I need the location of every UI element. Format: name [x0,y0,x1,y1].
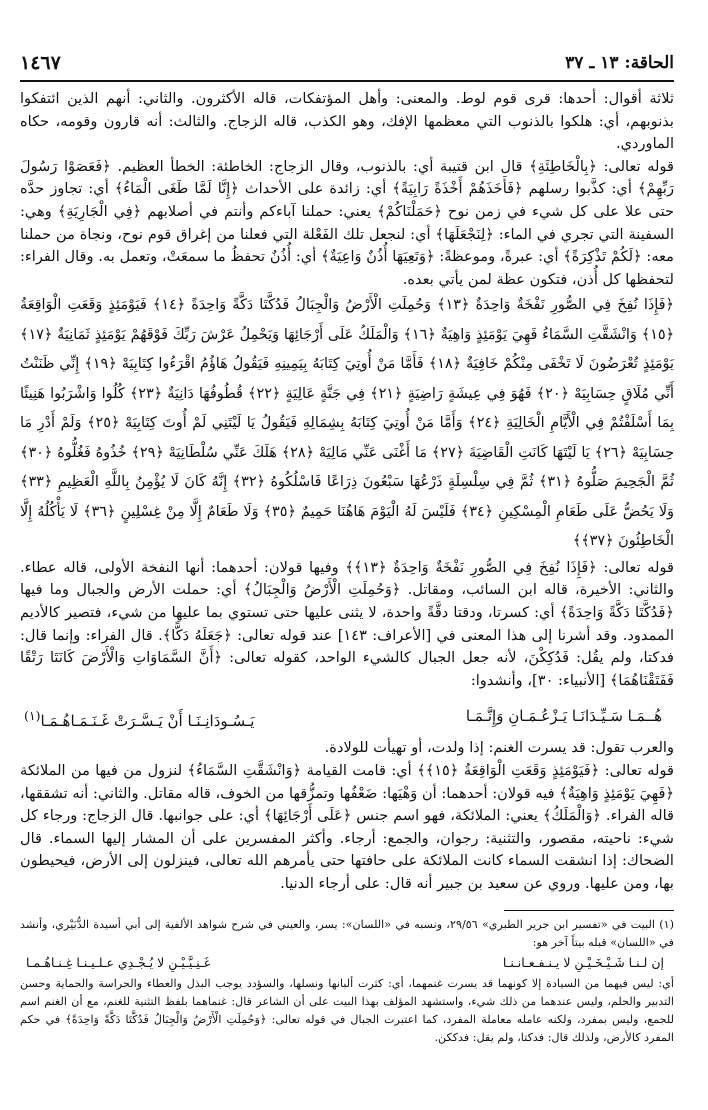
footnote-verse-left: غَـنِـيَّـيْـنِ لا يُـجْـدِي عـلـيـنـا غِـنـاهُـمـا [26,955,211,971]
paragraph: قوله تعالى: ﴿بِالْخَاطِئَةِ﴾ قال ابن قتيبة أي: بالذنوب، وقال الزجاج: الخاطئة: الخطأ العظيم. ﴿فَعَصَوْا رَسُولَ رَبِّهِمْ﴾ أي: كذَّبوا رسلهم ﴿فَأَخَذَهُمْ أَخْذَةً رَابِيَةً﴾ أي: زائدة على الأحداث ﴿إِنَّا لَمَّا طَغَى الْمَاءُ﴾ أي: تجاوز حدَّه حتى علا على كل شيء في زمن نوح ﴿حَمَلْنَاكُمْ﴾ يعني: حملنا آباءكم وأنتم في أصلابهم ﴿فِي الْجَارِيَةِ﴾ وهي: السفينة التي تجري في الماء: ﴿لِنَجْعَلَهَا﴾ أي: لنجعل تلك الفَعْلة التي فعلنا من إغراق قوم نوح، ونجاة من حملنا معه: ﴿لَكُمْ تَذْكِرَةً﴾ أي: عبرةً، وموعظةً: ﴿وَتَعِيَهَا أُذُنٌ وَاعِيَةٌ﴾ أي: أُذُنٌ تحفظُ ما سمعَتْ، وتعمل به. وقال الفراء: لتحفظها كل أُذن، فتكون عظة لمن يأتي بعده. [20,157,674,288]
paragraph: والعرب تقول: قد يسرت الغنم: إذا ولدت، أو تهيأت للولادة. [324,739,674,757]
footnote-text: (١) البيت في «تفسير ابن جرير الطبري» ٢٩/٥٦، ونسبه في «اللسان»: يسر، والعيني في شرح شواهد الألفية إلى أبي أسيدة الدُّبَيْري، وأنشد في «اللسان» قبله بيتاً آخر هو: [20,918,675,950]
footnote-verse-right: إن لـنـا شَـيْـخَـيْـنِ لا يـنـفـعـانـنـا [502,955,664,971]
footnote-marker: (١) [24,708,41,724]
poem-verse [24,704,662,733]
poem-hemistich-right: هُــمَـا سَـيِّـدَانَـا يَـزْعُـمَـانِ وَإِنَّـمَـا [465,707,662,726]
paragraph: ثلاثة أقوال: أحدها: قرى قوم لوط. والمعنى: وأهل المؤتفكات، قاله الأكثرون. والثاني: أنهم الذين ائتفكوا بذنوبهم، أي: هلكوا بالذنوب التي معظمها الإفك، وهو الكذب، قاله الزجاج. والثالث: أنه قارون وقومه، حكاه الماوردي. [20,90,674,153]
chapter-title: الحاقة: ١٣ ـ ٣٧ [565,53,674,73]
main-text [20,88,674,896]
page-number: ١٤٦٧ [20,52,61,74]
poem-hemistich-left: يَـسُـودَانِـنَـا أَنْ يَـسَّـرَتْ غَـنَـمَـاهُـمَـا$^{(١)}$ [24,708,255,731]
footnote-verse [26,954,664,972]
footnote-text: أي: ليس فيهما من السيادة إلا كونهما قد يسرت غنمهما، أي: كثرت ألبانها ونسلها، والسؤدد يوجب البذل والعطاء والحراسة والحماية وحسن التدبير والحلم، وليس عندهما من ذلك شيء، واستشهد المؤلف بهذا البيت على أن الشاعر قال: غنماهما بلفظ التثنية للغنم، مع أن الغنم اسم للجمع، وليس بمفرد، ولكنه عامله معاملة المفرد، كما اعتبرت الجبال في قوله تعالى: ﴿وَحُمِلَتِ الْأَرْضُ وَالْجِبَالُ فَدُكَّتَا دَكَّةً وَاحِدَةً﴾ في حكم المفرد كالأرض، ولذلك قال: فدكتا، ولم يقل: فدككن. [20,976,674,1045]
footnote [20,916,674,1047]
quran-verses-block: ﴿فَإِذَا نُفِخَ فِي الصُّورِ نَفْخَةٌ وَاحِدَةٌ ﴿١٣﴾ وَحُمِلَتِ الْأَرْضُ وَالْجِبَالُ فَدُكَّتَا دَكَّةً وَاحِدَةً ﴿١٤﴾ فَيَوْمَئِذٍ وَقَعَتِ الْوَاقِعَةُ ﴿١٥﴾ وَانْشَقَّتِ السَّمَاءُ فَهِيَ يَوْمَئِذٍ وَاهِيَةٌ ﴿١٦﴾ وَالْمَلَكُ عَلَى أَرْجَائِهَا وَيَحْمِلُ عَرْشَ رَبِّكَ فَوْقَهُمْ يَوْمَئِذٍ ثَمَانِيَةٌ ﴿١٧﴾ يَوْمَئِذٍ تُعْرَضُونَ لَا تَخْفَى مِنْكُمْ خَافِيَةٌ ﴿١٨﴾ فَأَمَّا مَنْ أُوتِيَ كِتَابَهُ بِيَمِينِهِ فَيَقُولُ هَاؤُمُ اقْرَءُوا كِتَابِيَهْ ﴿١٩﴾ إِنِّي ظَنَنْتُ أَنِّي مُلَاقٍ حِسَابِيَهْ ﴿٢٠﴾ فَهُوَ فِي عِيشَةٍ رَاضِيَةٍ ﴿٢١﴾ فِي جَنَّةٍ عَالِيَةٍ ﴿٢٢﴾ قُطُوفُهَا دَانِيَةٌ ﴿٢٣﴾ كُلُوا وَاشْرَبُوا هَنِيئًا بِمَا أَسْلَفْتُمْ فِي الْأَيَّامِ الْخَالِيَةِ ﴿٢٤﴾ وَأَمَّا مَنْ أُوتِيَ كِتَابَهُ بِشِمَالِهِ فَيَقُولُ يَا لَيْتَنِي لَمْ أُوتَ كِتَابِيَهْ ﴿٢٥﴾ وَلَمْ أَدْرِ مَا حِسَابِيَهْ ﴿٢٦﴾ يَا لَيْتَهَا كَانَتِ الْقَاضِيَةَ ﴿٢٧﴾ مَا أَغْنَى عَنِّي مَالِيَهْ ﴿٢٨﴾ هَلَكَ عَنِّي سُلْطَانِيَهْ ﴿٢٩﴾ خُذُوهُ فَغُلُّوهُ ﴿٣٠﴾ ثُمَّ الْجَحِيمَ صَلُّوهُ ﴿٣١﴾ ثُمَّ فِي سِلْسِلَةٍ ذَرْعُهَا سَبْعُونَ ذِرَاعًا فَاسْلُكُوهُ ﴿٣٢﴾ إِنَّهُ كَانَ لَا يُؤْمِنُ بِاللَّهِ الْعَظِيمِ ﴿٣٣﴾ وَلَا يَحُضُّ عَلَى طَعَامِ الْمِسْكِينِ ﴿٣٤﴾ فَلَيْسَ لَهُ الْيَوْمَ هَاهُنَا حَمِيمٌ ﴿٣٥﴾ وَلَا طَعَامٌ إِلَّا مِنْ غِسْلِينٍ ﴿٣٦﴾ لَا يَأْكُلُهُ إِلَّا الْخَاطِئُونَ ﴿٣٧﴾﴾ [20,297,675,550]
footnote-divider [504,910,674,911]
paragraph: قوله تعالى: ﴿فَيَوْمَئِذٍ وَقَعَتِ الْوَاقِعَةُ ﴿١٥﴾﴾ أي: قامت القيامة ﴿وَانْشَقَّتِ السَّمَاءُ﴾ لنزول من فيها من الملائكة ﴿فَهِيَ يَوْمَئِذٍ وَاهِيَةٌ﴾ فيه قولان: أحدهما: أن وَهْيَها: ضَعْفُها وتمزُّقها من الخوف، قاله مقاتل. والثاني: أنه تشققها، قاله الفراء. ﴿وَالْمَلَكُ﴾ يعني: الملائكة، فهو اسم جنس ﴿عَلَى أَرْجَائِهَا﴾ أي: على جوانبها. قال الزجاج: ورجاء كل شيء: ناحيته، مقصور، والتثنية: رجوان، والجمع: أرجاء. وأكثر المفسرين على أن المشار إليها السماء. قال الضحاك: إذا انشقت السماء كانت الملائكة على حافتها حتى يأمرهم الله تعالى، فينزلون إلى الأرض، فيحيطون بها، ومن عليها. وروي عن سعيد بن جبير أنه قال: على أرجاء الدنيا. [20,762,674,892]
paragraph: قوله تعالى: ﴿فَإِذَا نُفِخَ فِي الصُّورِ نَفْخَةٌ وَاحِدَةٌ ﴿١٣﴾﴾ وفيها قولان: أحدهما: أنها النفخة الأولى، قاله عطاء. والثاني: الأخيرة، قاله ابن السائب، ومقاتل. ﴿وَحُمِلَتِ الْأَرْضُ وَالْجِبَالُ﴾ أي: حملت الأرض والجبال وما فيها ﴿فَدُكَّتَا دَكَّةً وَاحِدَةً﴾ أي: كسرتا، ودقتا دقَّةً واحدة، لا يثنى عليها حتى تستوي بما عليها من شيء، فتصير كالأديم الممدود. وقد أشرنا إلى هذا المعنى في [الأعراف: ١٤٣] عند قوله تعالى: ﴿جَعَلَهُ دَكًّا﴾. قال الفراء: وإنما قال: فدكتا، ولم يقُل: فَدُكِكْنَ، لأنه جعل الجبال كالشيء الواحد، كقوله تعالى: ﴿أَنَّ السَّمَاوَاتِ وَالْأَرْضَ كَانَتَا رَتْقًا فَفَتَقْنَاهُمَا﴾ [الأنبياء: ٣٠]، وأنشدوا: [20,558,674,689]
page-header [20,46,674,82]
